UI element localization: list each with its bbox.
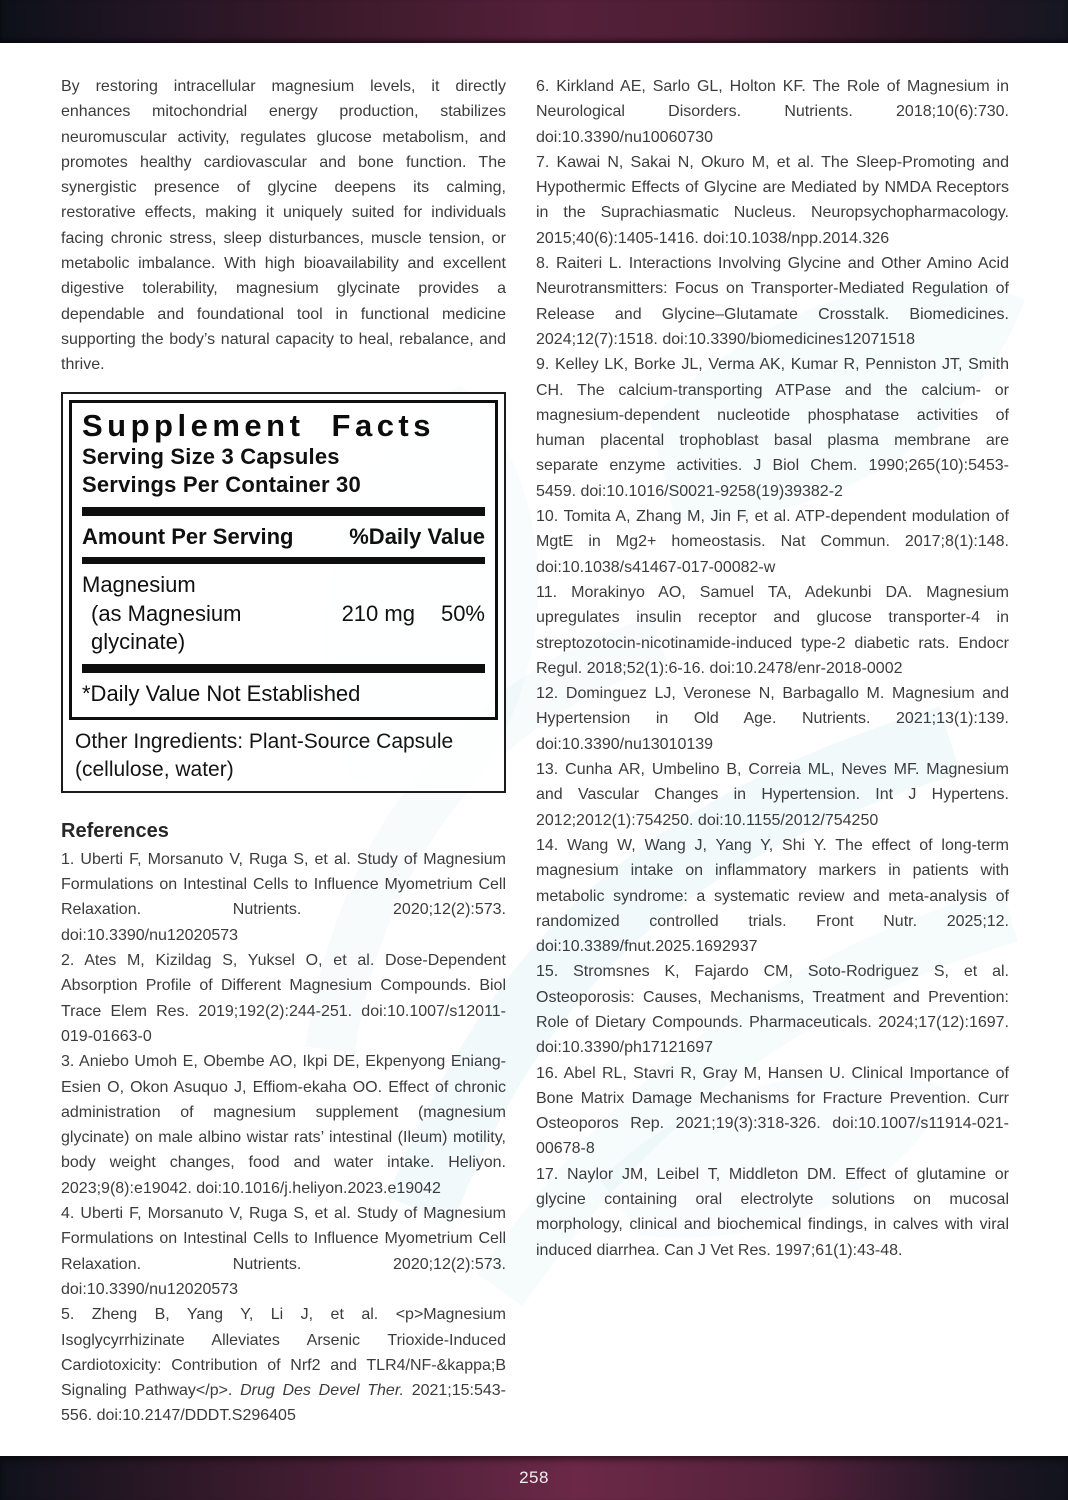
references-list-right [536,74,1009,1263]
nutrient-daily-value: 50% [440,600,485,626]
daily-value-footnote: *Daily Value Not Established [82,680,361,706]
supplement-facts-panel [69,400,498,721]
reference-item: 4. Uberti F, Morsanuto V, Ruga S, et al. Study of Magnesium Formulations on Intestinal Cells to Influence Myometrium Cell Relaxation. Nutrients. 2020;12(2):573. doi:10.3390/nu12020573 [61,1205,506,1298]
reference-item: 5. Zheng B, Yang Y, Li J, et al. <p>Magnesium Isoglycyrrhizinate Alleviates Arsenic Trioxide-Induced Cardiotoxicity: Contribution of Nrf2 and TLR4/NF-&kappa;B Signaling Pathway</p>. Drug Des Devel Ther. 2021;15:543-556. doi:10.2147/DDDT.S296405 [61,1306,507,1425]
nutrient-form: (as Magnesium glycinate) [91,600,242,655]
reference-item: 13. Cunha AR, Umbelino B, Correia ML, Neves MF. Magnesium and Vascular Changes in Hypertension. Int J Hypertens. 2012;2012(1):754250. doi:10.1155/2012/754250 [536,761,1009,829]
reference-item: 11. Morakinyo AO, Samuel TA, Adekunbi DA. Magnesium upregulates insulin receptor and glucose transporter-4 in streptozotocin-nicotinamide-induced type-2 diabetic rats. Endocr Regul. 2018;52(1):6-16. doi:10.2478/enr-2018-0002 [536,583,1009,677]
reference-item: 2. Ates M, Kizildag S, Yuksel O, et al. Dose-Dependent Absorption Profile of Different Magnesium Compounds. Biol Trace Elem Res. 2019;192(2):244-251. doi:10.1007/s12011-019-01663-0 [61,952,506,1045]
reference-item: 9. Kelley LK, Borke JL, Verma AK, Kumar R, Penniston JT, Smith CH. The calcium-transporting ATPase and the calcium- or magnesium-dependent nucleotide phosphatase activities of human placental trophoblast basal plasma membrane are separate enzyme activities. J Biol Chem. 1990;265(10):5453-5459. doi:10.1016/S0021-9258(19)39382-2 [536,356,1009,500]
reference-item: 10. Tomita A, Zhang M, Jin F, et al. ATP-dependent modulation of MgtE in Mg2+ homeostasis. Nat Commun. 2017;8(1):148. doi:10.1038/s41467-017-00082-w [536,508,1009,576]
servings-per-container-line: Servings Per Container 30 [82,472,361,498]
reference-item: 15. Stromsnes K, Fajardo CM, Soto-Rodriguez S, et al. Osteoporosis: Causes, Mechanisms, Treatment and Prevention: Role of Dietary Compounds. Pharmaceuticals. 2024;17(12):1697. doi:10.3390/ph17121697 [536,963,1009,1057]
other-ingredients [69,720,498,789]
page-number: 258 [519,1468,549,1487]
other-ingredients-line1: Other Ingredients: Plant-Source Capsule [75,730,454,754]
reference-item: 6. Kirkland AE, Sarlo GL, Holton KF. The Role of Magnesium in Neurological Disorders. Nutrients. 2018;10(6):730. doi:10.3390/nu10060730 [536,78,1009,146]
intro-paragraph: By restoring intracellular magnesium levels, it directly enhances mitochondrial energy production, stabilizes neuromuscular activity, regulates glucose metabolism, and promotes healthy cardiovascular and bone function. The synergistic presence of glycine deepens its calming, restorative effects, making it uniquely suited for individuals facing chronic stress, sleep disturbances, muscle tension, or metabolic imbalance. With high bioavailability and excellent digestive tolerability, magnesium glycinate provides a dependable and foundational tool in functional medicine supporting the body’s natural capacity to heal, rebalance, and thrive. [61,78,506,374]
nutrient-name: Magnesium [82,572,196,598]
footer-bar [0,1456,1068,1500]
left-column [61,74,506,1429]
amount-per-serving-header: Amount Per Serving [82,523,294,549]
references-list-left [61,847,506,1429]
reference-item: 16. Abel RL, Stavri R, Gray M, Hansen U. Clinical Importance of Bone Matrix Damage Mechanisms for Fracture Prevention. Curr Osteoporos Rep. 2021;19(3):318-326. doi:10.1007/s11914-021-00678-8 [536,1064,1009,1158]
references-heading: References [61,819,169,842]
serving-size-line: Serving Size 3 Capsules [82,444,340,470]
reference-item: 1. Uberti F, Morsanuto V, Ruga S, et al. Study of Magnesium Formulations on Intestinal Cells to Influence Myometrium Cell Relaxation. Nutrients. 2020;12(2):573. doi:10.3390/nu12020573 [61,850,506,944]
reference-item: 14. Wang W, Wang J, Yang Y, Shi Y. The effect of long-term magnesium intake on inflammatory markers in patients with metabolic syndrome: a systematic review and meta-analysis of randomized controlled trials. Front Nutr. 2025;12. doi:10.3389/fnut.2025.1692937 [536,836,1009,956]
other-ingredients-line2: (cellulose, water) [75,757,234,781]
right-column [536,74,1009,1263]
nutrient-amount: 210 mg [341,600,415,626]
reference-item: 12. Dominguez LJ, Veronese N, Barbagallo M. Magnesium and Hypertension in Old Age. Nutrients. 2021;13(1):139. doi:10.3390/nu13010139 [536,685,1009,753]
reference-item: 7. Kawai N, Sakai N, Okuro M, et al. The Sleep-Promoting and Hypothermic Effects of Glycine are Mediated by NMDA Receptors in the Suprachiasmatic Nucleus. Neuropsychopharmacology. 2015;40(6):1405-1416. doi:10.1038/npp.2014.326 [536,153,1009,247]
supplement-facts-title: Supplement Facts [82,407,435,443]
divider-bar [82,557,485,564]
divider-bar [82,664,485,673]
daily-value-header: %Daily Value [349,523,485,549]
reference-item: 3. Aniebo Umoh E, Obembe AO, Ikpi DE, Ekpenyong Eniang-Esien O, Okon Asuquo J, Effiom-ekaha OO. Effect of chronic administration of magnesium supplement (magnesium glycinate) on male albino wistar rats’ intestinal (Ileum) motility, body weight changes, food and water intake. Heliyon. 2023;9(8):e19042. doi:10.1016/j.heliyon.2023.e19042 [61,1053,506,1197]
reference-item: 17. Naylor JM, Leibel T, Middleton DM. Effect of glutamine or glycine containing oral electrolyte solutions on mucosal morphology, clinical and biochemical findings, in calves with viral induced diarrhea. Can J Vet Res. 1997;61(1):43-48. [536,1165,1009,1259]
top-border-bar [0,0,1068,43]
divider-bar [82,507,485,516]
reference-item: 8. Raiteri L. Interactions Involving Glycine and Other Amino Acid Neurotransmitters: Focus on Transporter-Mediated Regulation of Release and Glycine–Glutamate Crosstalk. Biomedicines. 2024;12(7):1518. doi:10.3390/biomedicines12071518 [536,255,1009,348]
supplement-facts-label [61,392,506,793]
